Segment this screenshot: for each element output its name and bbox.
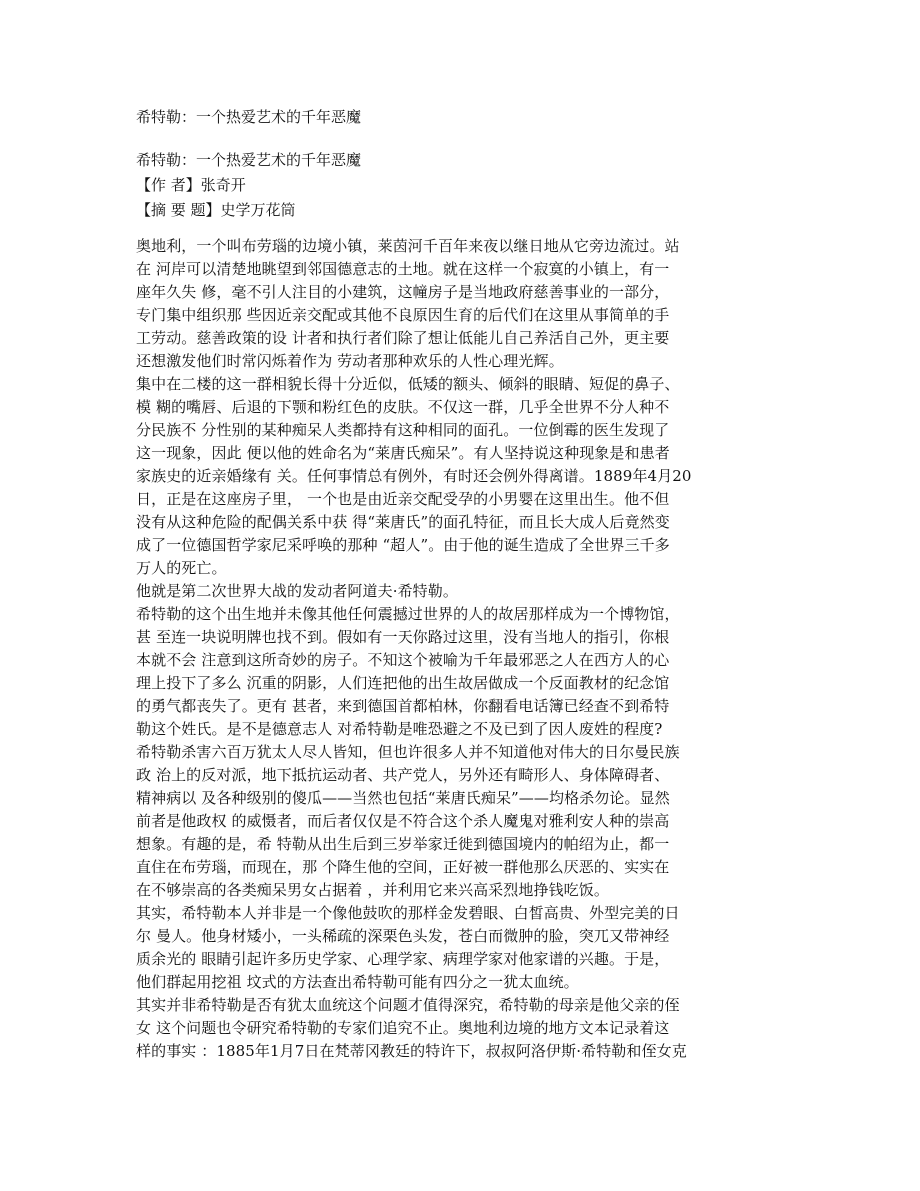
body-line: 他们群起用挖祖 坟式的方法查出希特勒可能有四分之一犹太血统。 [136, 973, 579, 991]
body-line: 家族史的近亲婚缘有 关。任何事情总有例外，有时还会例外得离谱。1889年4月20 [136, 467, 692, 485]
body-line: 前者是他政权 的威慑者，而后者仅仅是不符合这个杀人魔鬼对雅利安人种的崇高 [136, 812, 670, 830]
body-line: 专门集中组织那 些因近亲交配或其他不良原因生育的后代们在这里从事简单的手 [136, 306, 670, 324]
body-line: 模 糊的嘴唇、后退的下颚和粉红色的皮肤。不仅这一群，几乎全世界不分人种不 [136, 398, 670, 416]
body-line: 在 河岸可以清楚地眺望到邻国德意志的土地。就在这样一个寂寞的小镇上，有一 [136, 260, 670, 278]
body-line: 这一现象，因此 便以他的姓命名为“莱唐氏痴呆”。有人坚持说这种现象是和患者 [136, 444, 670, 462]
body-line: 本就不会 注意到这所奇妙的房子。不知这个被喻为千年最邪恶之人在西方人的心 [136, 651, 670, 669]
body-line: 直住在布劳瑙，而现在，那 个降生他的空间，正好被一群他那么厌恶的、实实在 [136, 858, 670, 876]
body-line: 想象。有趣的是，希 特勒从出生后到三岁举家迁徙到德国境内的帕绍为止，都一 [136, 835, 670, 853]
body-line: 集中在二楼的这一群相貌长得十分近似，低矮的额头、倾斜的眼睛、短促的鼻子、 [136, 375, 680, 393]
body-line: 还想激发他们时常闪烁着作为 劳动者那种欢乐的人性心理光辉。 [136, 352, 564, 370]
topic-line: 【摘 要 题】史学万花筒 [136, 201, 296, 219]
body-line: 他就是第二次世界大战的发动者阿道夫·希特勒。 [136, 582, 458, 600]
body-line: 万人的死亡。 [136, 559, 227, 577]
body-line: 的勇气都丧失了。更有 甚者，来到德国首都柏林，你翻看电话簿已经查不到希特 [136, 697, 670, 715]
body-line: 政 治上的反对派，地下抵抗运动者、共产党人，另外还有畸形人、身体障碍者、 [136, 766, 670, 784]
body-line: 工劳动。慈善政策的设 计者和执行者们除了想让低能儿自己养活自己外，更主要 [136, 329, 670, 347]
body-line: 分民族不 分性别的某种痴呆人类都持有这种相同的面孔。一位倒霉的医生发现了 [136, 421, 670, 439]
body-line: 日，正是在这座房子里， 一个也是由近亲交配受孕的小男婴在这里出生。他不但 [136, 490, 670, 508]
body-line: 希特勒杀害六百万犹太人尽人皆知，但也许很多人并不知道他对伟大的日尔曼民族 [136, 743, 680, 761]
body-line: 样的事实 ：1885年1月7日在梵蒂冈教廷的特许下，叔叔阿洛伊斯·希特勒和侄女克 [136, 1042, 687, 1060]
document-heading: 希特勒：一个热爱艺术的千年恶魔 [136, 108, 362, 126]
article-body [136, 235, 786, 1063]
body-line: 尔 曼人。他身材矮小，一头稀疏的深栗色头发，苍白而微肿的脸，突兀又带神经 [136, 927, 670, 945]
body-line: 没有从这种危险的配偶关系中获 得“莱唐氏”的面孔特征，而且长大成人后竟然变 [136, 513, 670, 531]
body-line: 甚 至连一块说明牌也找不到。假如有一天你路过这里，没有当地人的指引，你根 [136, 628, 670, 646]
body-line: 精神病以 及各种级别的傻瓜——当然也包括“莱唐氏痴呆”——均格杀勿论。显然 [136, 789, 670, 807]
article-header [136, 148, 361, 223]
body-line: 奥地利，一个叫布劳瑙的边境小镇，莱茵河千百年来夜以继日地从它旁边流过。站 [136, 237, 680, 255]
body-line: 成了一位德国哲学家尼采呼唤的那种 “超人”。由于他的诞生造成了全世界三千多 [136, 536, 670, 554]
body-line: 勒这个姓氏。是不是德意志人 对希特勒是唯恐避之不及已到了因人废姓的程度? [136, 720, 663, 738]
body-line: 质余光的 眼睛引起许多历史学家、心理学家、病理学家对他家谱的兴趣。于是， [136, 950, 670, 968]
body-line: 其实，希特勒本人并非是一个像他鼓吹的那样金发碧眼、白皙高贵、外型完美的日 [136, 904, 680, 922]
body-line: 其实并非希特勒是否有犹太血统这个问题才值得深究，希特勒的母亲是他父亲的侄 [136, 996, 680, 1014]
body-line: 在不够崇高的各类痴呆男女占据着 ，并利用它来兴高采烈地挣钱吃饭。 [136, 881, 609, 899]
article-title: 希特勒：一个热爱艺术的千年恶魔 [136, 151, 362, 169]
body-line: 希特勒的这个出生地并未像其他任何震撼过世界的人的故居那样成为一个博物馆， [136, 605, 680, 623]
body-line: 座年久失 修，毫不引人注目的小建筑，这幢房子是当地政府慈善事业的一部分， [136, 283, 670, 301]
body-line: 女 这个问题也令研究希特勒的专家们追究不止。奥地利边境的地方文本记录着这 [136, 1019, 670, 1037]
author-line: 【作 者】张奇开 [136, 176, 246, 194]
body-line: 理上投下了多么 沉重的阴影，人们连把他的出生故居做成一个反面教材的纪念馆 [136, 674, 670, 692]
